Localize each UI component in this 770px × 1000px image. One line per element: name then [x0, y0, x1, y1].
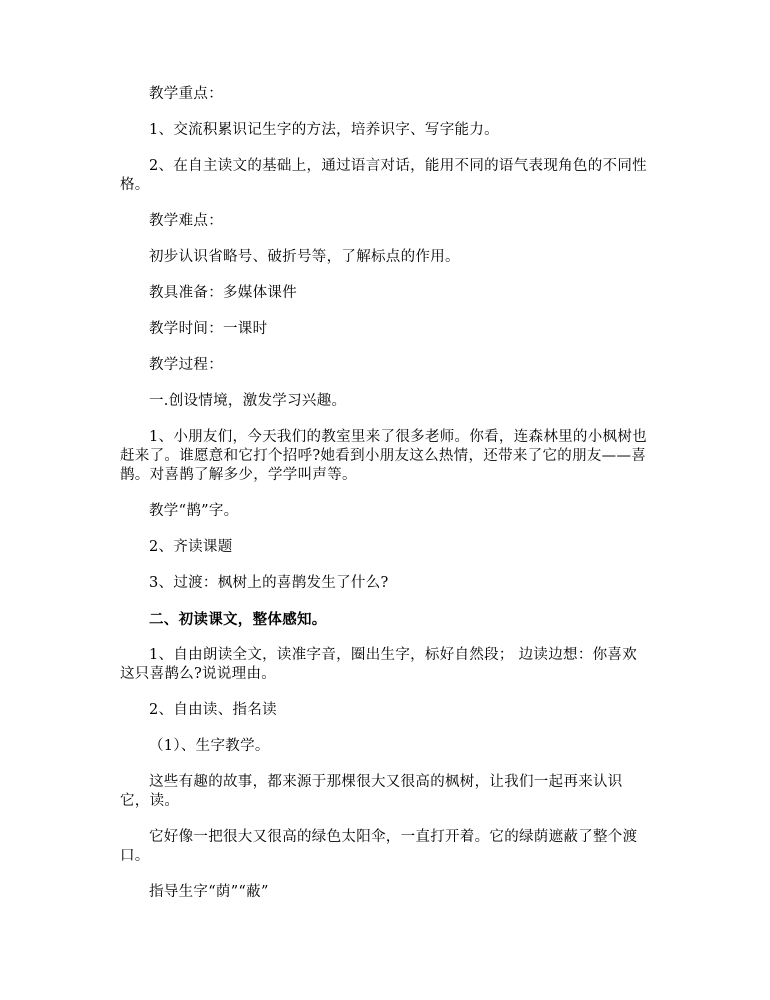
heading-teaching-focus: 教学重点： — [149, 86, 223, 102]
section-1-step-3: 3、过渡：枫树上的喜鹊发生了什么? — [149, 575, 389, 591]
teaching-aids: 教具准备：多媒体课件 — [149, 285, 297, 301]
section-2-char-guidance: 指导生字“荫”“蔽” — [149, 884, 269, 900]
section-2-heading: 二、初读课文，整体感知。 — [149, 611, 327, 628]
section-2-step-1: 1、自由朗读全文，读准字音，圈出生字，标好自然段； 边读边想：你喜欢这只喜鹊么?说说理由。 — [120, 647, 638, 682]
difficulty-item: 初步认识省略号、破折号等，了解标点的作用。 — [149, 249, 460, 265]
section-1-step-2: 2、齐读课题 — [149, 539, 233, 555]
heading-teaching-process: 教学过程： — [149, 357, 223, 373]
section-1-step-1: 1、小朋友们，今天我们的教室里来了很多老师。你看，连森林里的小枫树也赶来了。谁愿意和它打个招呼?她看到小朋友这么热情，还带来了它的朋友——喜鹊。对喜鹊了解多少，学学叫声等。 — [120, 429, 647, 483]
heading-teaching-difficulty: 教学难点： — [149, 213, 223, 229]
section-2-step-2: 2、自由读、指名读 — [149, 702, 277, 718]
focus-item-1: 1、交流积累识记生字的方法，培养识字、写字能力。 — [149, 122, 499, 138]
section-1-char-teaching: 教学“鹊”字。 — [149, 503, 239, 519]
focus-item-2: 2、在自主读文的基础上，通过语言对话，能用不同的语气表现角色的不同性格。 — [120, 158, 647, 193]
section-1-heading: 一.创设情境，激发学习兴趣。 — [149, 393, 347, 409]
section-2-paragraph-b: 它好像一把很大又很高的绿色太阳伞，一直打开着。它的绿荫遮蔽了整个渡口。 — [120, 829, 638, 864]
section-2-substep-1: （1）、生字教学。 — [149, 738, 270, 754]
section-2-paragraph-a: 这些有趣的故事，都来源于那棵很大又很高的枫树，让我们一起再来认识它，读。 — [120, 774, 623, 809]
teaching-time: 教学时间：一课时 — [149, 321, 268, 337]
